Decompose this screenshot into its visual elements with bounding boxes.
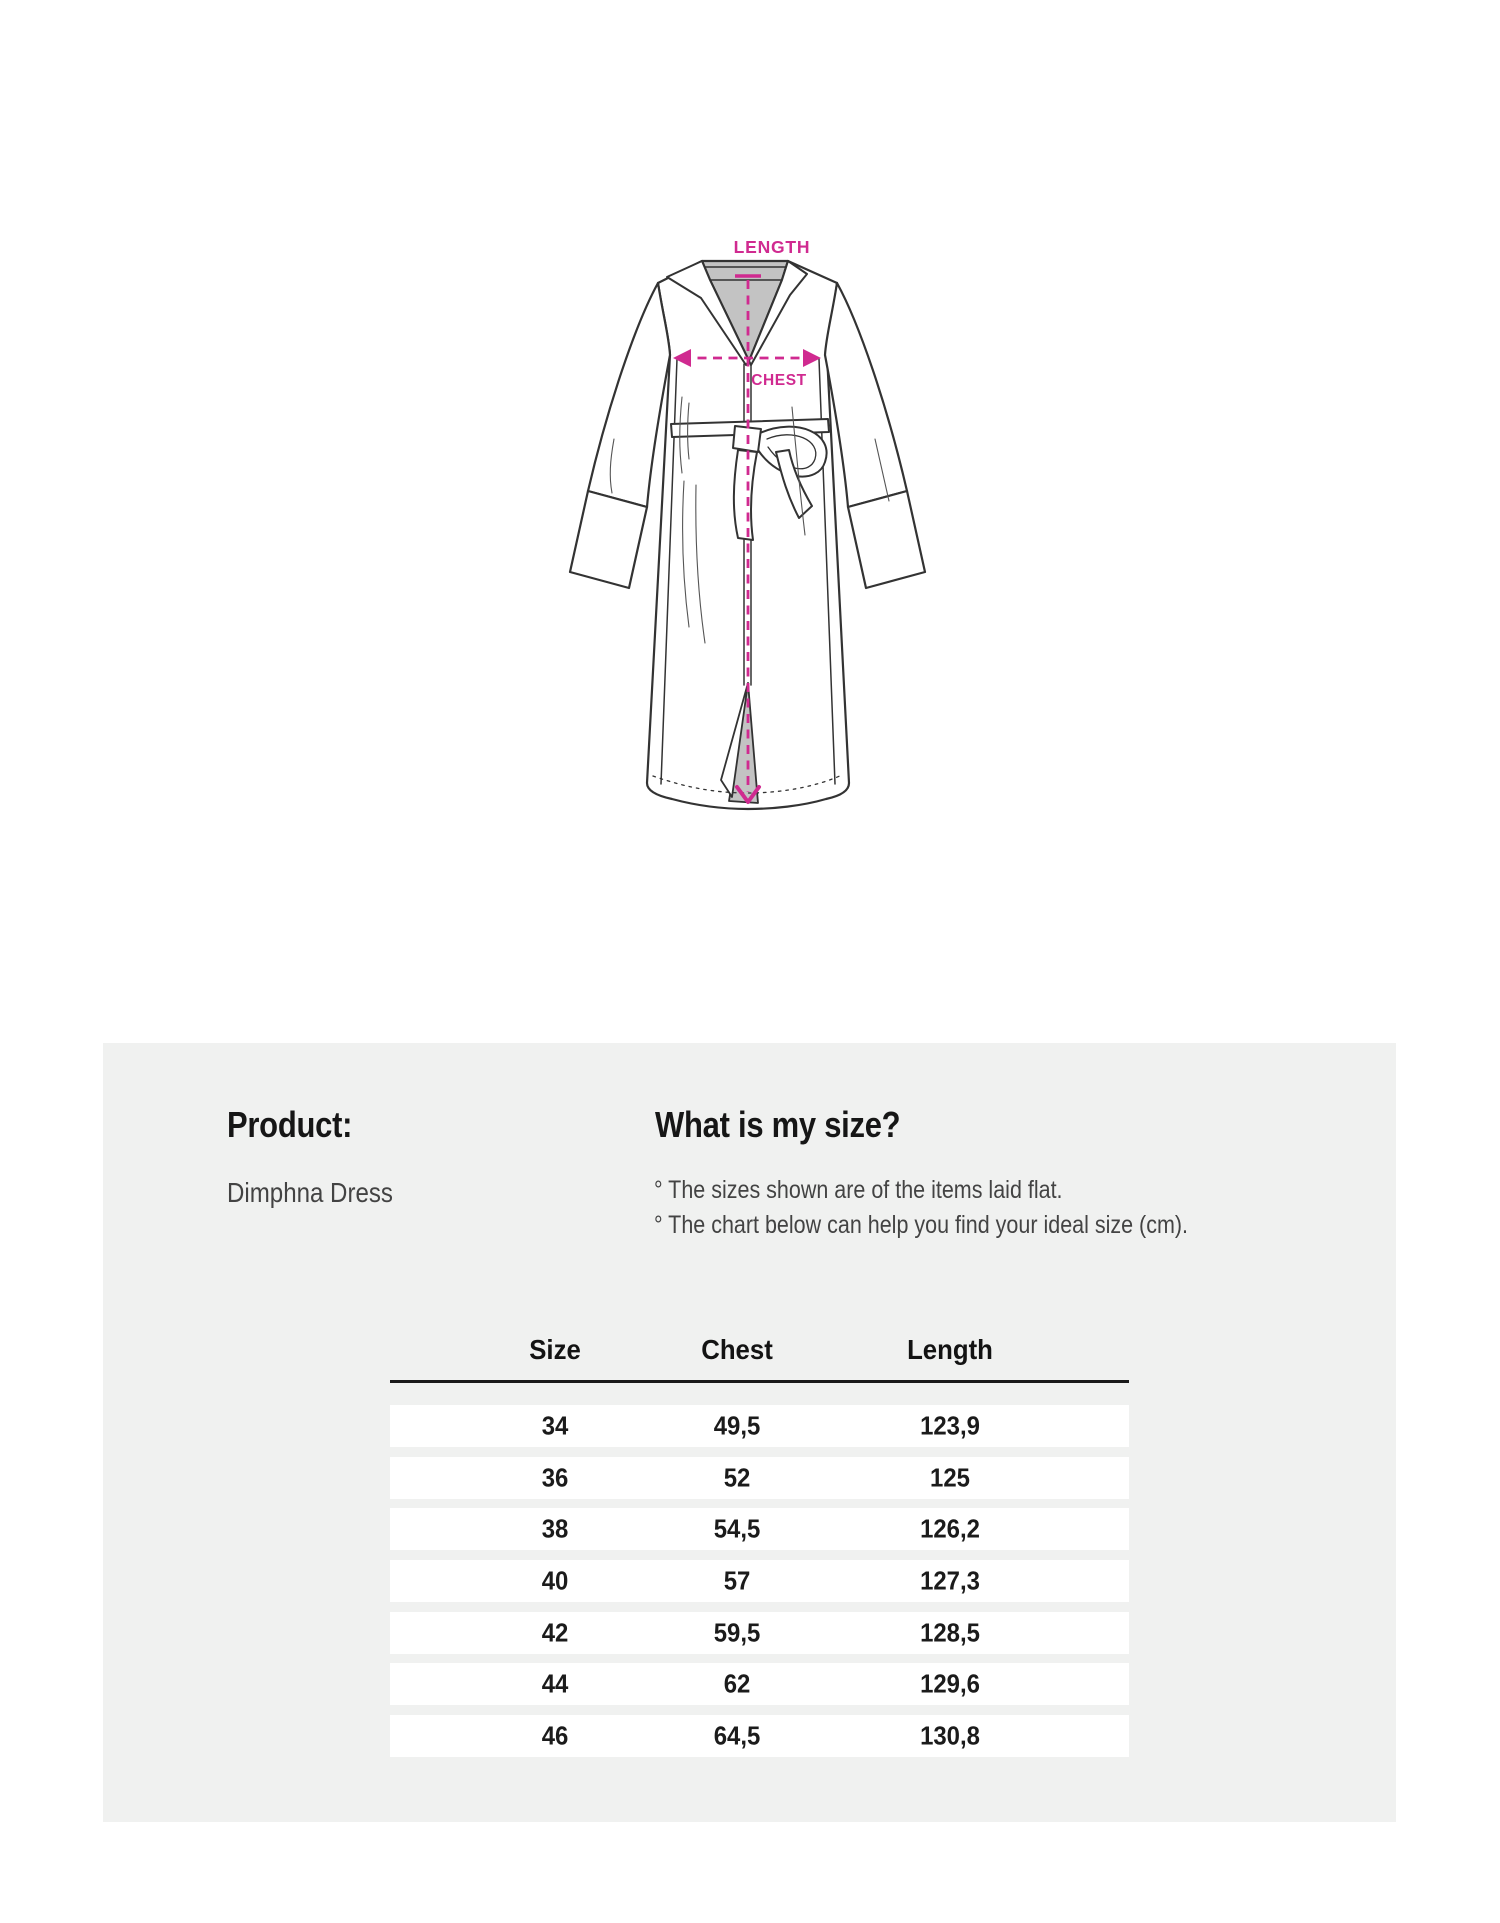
size-note-1: ° The sizes shown are of the items laid flat. bbox=[654, 1176, 1063, 1204]
table-row bbox=[390, 1663, 1129, 1705]
size-table-header bbox=[390, 1319, 1129, 1381]
dress-measurement-diagram bbox=[530, 235, 960, 815]
table-row bbox=[390, 1560, 1129, 1602]
column-header-chest: Chest bbox=[701, 1334, 774, 1365]
size-cell: 38 bbox=[541, 1513, 569, 1544]
length-cell: 129,6 bbox=[920, 1668, 981, 1699]
length-cell: 126,2 bbox=[920, 1513, 981, 1544]
length-cell: 128,5 bbox=[920, 1617, 981, 1648]
size-notes bbox=[654, 1173, 1275, 1243]
length-cell: 130,8 bbox=[920, 1720, 981, 1751]
length-cell: 125 bbox=[930, 1462, 971, 1493]
chest-cell: 64,5 bbox=[714, 1720, 761, 1751]
size-info-panel bbox=[103, 1043, 1396, 1822]
chest-cell: 59,5 bbox=[714, 1617, 761, 1648]
table-row bbox=[390, 1508, 1129, 1550]
size-cell: 42 bbox=[541, 1617, 569, 1648]
chest-label: CHEST bbox=[751, 372, 807, 389]
chest-cell: 57 bbox=[724, 1565, 751, 1596]
product-name: Dimphna Dress bbox=[227, 1177, 393, 1208]
column-header-length: Length bbox=[907, 1334, 994, 1365]
length-cell: 127,3 bbox=[920, 1565, 981, 1596]
column-header-size: Size bbox=[529, 1334, 581, 1365]
table-row bbox=[390, 1715, 1129, 1757]
right-sleeve bbox=[825, 283, 907, 507]
size-table-body bbox=[390, 1405, 1129, 1757]
size-cell: 46 bbox=[541, 1720, 569, 1751]
left-cuff bbox=[570, 491, 647, 588]
chest-cell: 62 bbox=[724, 1668, 751, 1699]
size-table bbox=[390, 1305, 1129, 1805]
size-cell: 36 bbox=[541, 1462, 569, 1493]
table-row bbox=[390, 1457, 1129, 1499]
size-cell: 34 bbox=[541, 1410, 569, 1441]
size-question-heading: What is my size? bbox=[655, 1104, 901, 1145]
size-cell: 40 bbox=[541, 1565, 569, 1596]
table-row bbox=[390, 1405, 1129, 1447]
left-sleeve bbox=[588, 283, 670, 507]
table-header-rule bbox=[390, 1380, 1129, 1383]
length-label: LENGTH bbox=[733, 237, 811, 257]
size-note-2: ° The chart below can help you find your ideal size (cm). bbox=[654, 1211, 1189, 1239]
chest-cell: 54,5 bbox=[714, 1513, 761, 1544]
chest-cell: 49,5 bbox=[714, 1410, 761, 1441]
right-cuff bbox=[848, 491, 925, 588]
length-cell: 123,9 bbox=[920, 1410, 981, 1441]
table-row bbox=[390, 1612, 1129, 1654]
product-heading: Product: bbox=[227, 1104, 353, 1145]
size-cell: 44 bbox=[541, 1668, 569, 1699]
chest-cell: 52 bbox=[724, 1462, 751, 1493]
